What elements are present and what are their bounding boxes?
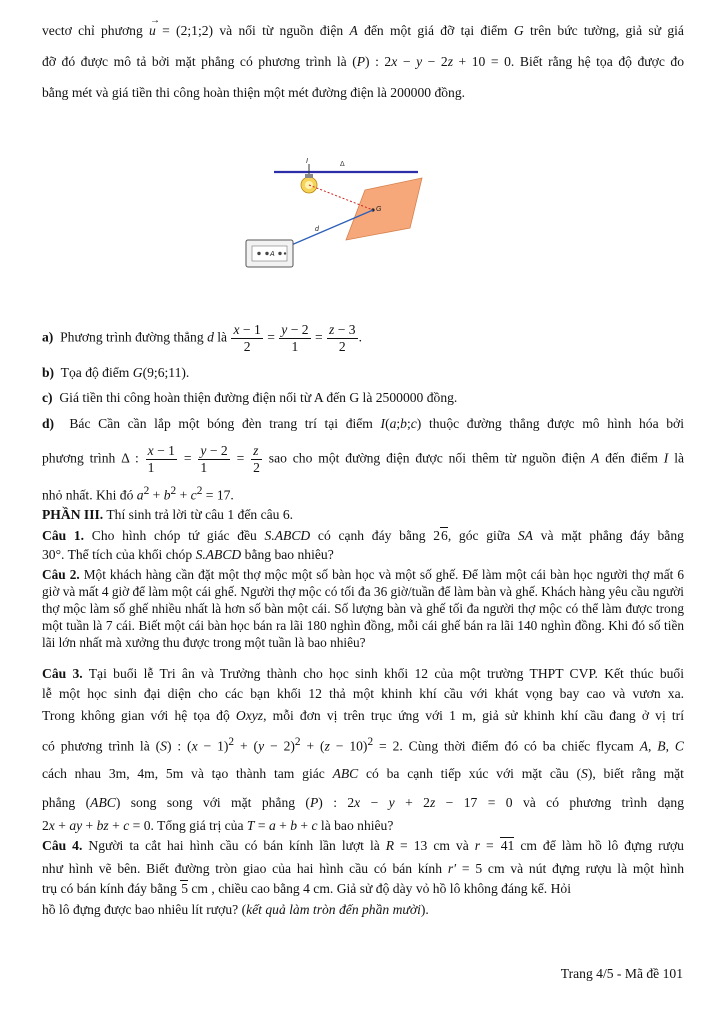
page-footer: Trang 4/5 - Mã đề 101: [560, 966, 683, 981]
point-i-label: I: [306, 158, 308, 165]
line-d-label: d: [315, 226, 319, 233]
q2-text: Câu 2. Một khách hàng cần đặt một thợ mộc một số bàn học và một số ghế. Để làm một cái bàn học người thợ mất 6 giờ và mất 4 giờ để làm một cái ghế. Người thợ mộc có tối đa 36 giờ/tuần để làm bàn và ghế. Khách hàng yêu cầu người thợ mộc làm số ghế nhiều nhất là hơn số bàn một cái. Số lượng bàn và ghế tối đa người thợ mộc có thể làm được trong một tuần là 7 cái. Biết một cái bàn học bán ra lãi 180 nghìn đồng, mỗi cái ghế bán ra lãi 140 nghìn đồng. Khi đó số tiền lãi lớn nhất mà xưởng thu được trong một tuần là bao nhiêu?: [42, 567, 684, 651]
delta-label: Δ: [340, 161, 345, 168]
statement-d-line-3: nhỏ nhất. Khi đó $a^2 + b^2 + c^2 = 17$.: [42, 485, 234, 503]
q1-line-1: Câu 1. Cho hình chóp tứ giác đều S.ABCD có cạnh đáy bằng 26, góc giữa SA và mặt phẳng đáy bằng: [42, 528, 684, 543]
q3-line-7: 2x + ay + bz + c = 0. Tổng giá trị của T = a + b + c là bao nhiêu?: [42, 818, 394, 833]
lightbulb-icon: [301, 174, 317, 193]
statement-b: b) Tọa độ điểm G(9;6;11).: [42, 365, 190, 380]
point-g-label: G: [376, 206, 382, 213]
q3-line-1: Câu 3. Tại buổi lễ Tri ân và Trưởng thành cho học sinh khối 12 của một trường THPT CVP. Kết thúc buổi: [42, 666, 684, 681]
part3-heading: PHẦN III. Thí sinh trả lời từ câu 1 đến câu 6.: [42, 507, 294, 522]
intro-line-2: đỡ đó được mô tả bởi mặt phẳng có phương trình là (P) : 2x − y − 2z + 10 = 0. Biết rằng hệ tọa độ được đo: [42, 54, 684, 69]
intro-line-3: bằng mét và giá tiền thi công hoàn thiện một mét đường điện là 200000 đồng.: [42, 85, 466, 100]
q4-line-2: như hình vẽ bên. Biết đường tròn giao của hai hình cầu có bán kính r′ = 5 cm và nút đựng rượu là một hình: [42, 861, 684, 876]
q3-line-3: Trong không gian với hệ tọa độ Oxyz, mỗi đơn vị trên trục ứng với 1 m, giả sử khinh khí cầu đang ở vị trí: [42, 708, 684, 723]
q1-line-2: 30°. Thể tích của khối chóp S.ABCD bằng bao nhiêu?: [42, 547, 334, 562]
wall-plane: [346, 178, 422, 240]
intro-line-1: vectơ chỉ phương u → = (2;1;2) và nối từ nguồn điện A đến một giá đỡ tại điểm G trên bức tường, giả sử giá: [42, 15, 684, 38]
statement-c: c) Giá tiền thi công hoàn thiện đường điện nối từ A đến G là 2500000 đồng.: [42, 390, 458, 405]
q3-line-2: lễ một học sinh đại diện cho các bạn khối 12 thả một khinh khí cầu với khát vọng bay cao và vươn xa.: [42, 686, 684, 701]
q4-line-4: hồ lô đựng được bao nhiêu lít rượu? (kết quả làm tròn đến phần mười).: [42, 902, 429, 917]
q3-line-6: phẳng (ABC) song song với mặt phẳng (P) : 2x − y + 2z − 17 = 0 và có phương trình dạng: [42, 795, 684, 810]
q3-line-4: có phương trình là (S) : $(x - 1)^2 + (y - 2)^2 + (z - 10)^2 = 2$. Cùng thời điểm đó có ba chiếc flycam A, B, C: [42, 736, 684, 754]
wiring-figure: [240, 150, 480, 275]
statement-d-line-1: d) Bác Cần cần lắp một bóng đèn trang trí tại điểm I(a;b;c) thuộc đường thẳng được mô hình hóa bởi: [42, 416, 685, 431]
q3-line-5: cách nhau 3m, 4m, 5m và tạo thành tam giác ABC có ba cạnh tiếp xúc với mặt cầu (S), biết rằng mặt: [42, 766, 684, 781]
q4-line-3: trụ có bán kính đáy bằng 5 cm , chiều cao bằng 4 cm. Giả sử độ dày vỏ hồ lô không đáng kể. Hỏi: [42, 881, 571, 896]
q4-line-1: Câu 4. Người ta cắt hai hình cầu có bán kính lần lượt là R = 13 cm và r = 41 cm để làm hồ lô đựng rượu: [42, 838, 684, 853]
statement-a: a) Phương trình đường thẳng d là $\frac{x - 1}{2}$ = $\frac{y - 2}{1}$ = $\frac{z - 3}{2}$ .: [42, 322, 363, 354]
point-a-label: A: [270, 251, 275, 258]
statement-d-line-2: phương trình Δ : $\frac{x - 1}{1}$ = $\frac{y - 2}{1}$ = $\frac{z}{2}$ sao cho một đường điện được nối thêm từ nguồn điện A đến điểm I là: [42, 443, 685, 475]
